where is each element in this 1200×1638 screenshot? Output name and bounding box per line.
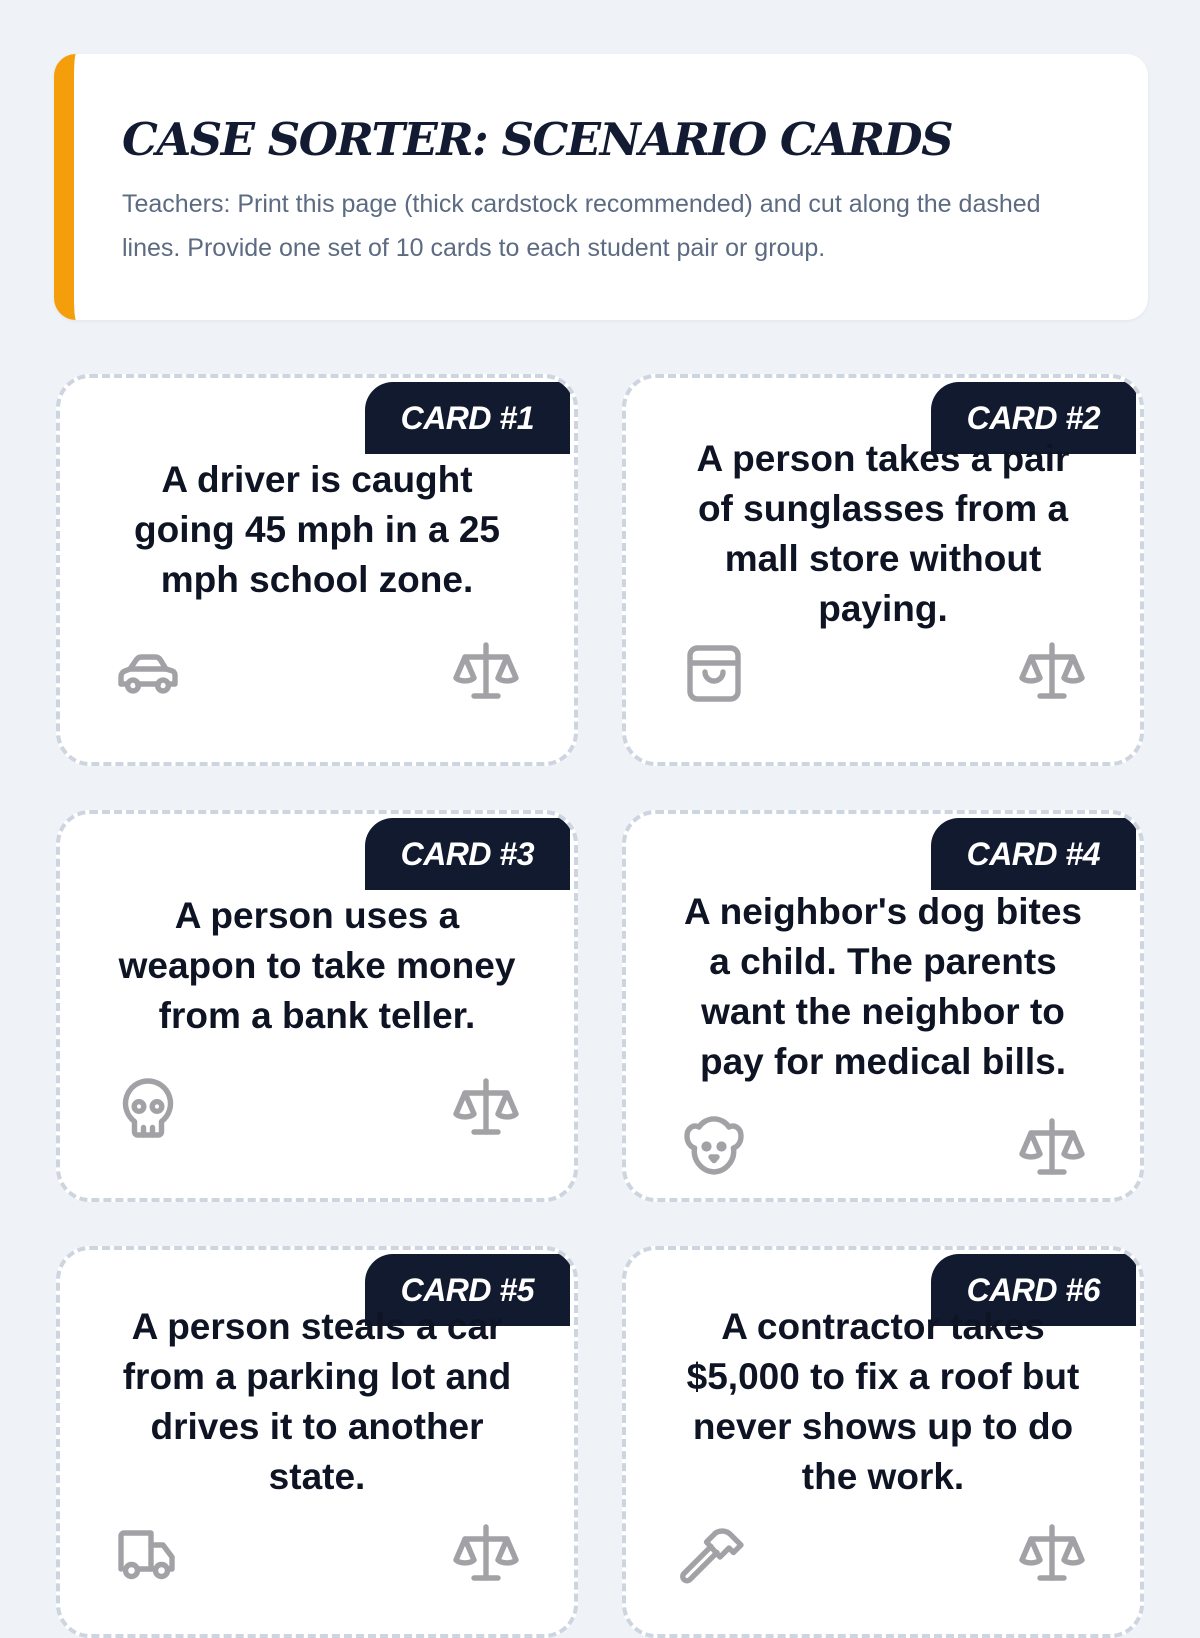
- card-number-badge: CARD #4: [931, 818, 1136, 890]
- hammer-icon: [678, 1518, 750, 1590]
- card-number-badge: CARD #6: [931, 1254, 1136, 1326]
- card-number-badge: CARD #3: [365, 818, 570, 890]
- scenario-text: A person uses a weapon to take money from a bank teller.: [118, 895, 516, 1036]
- scale-icon: [450, 1518, 522, 1590]
- scenario-card-4: [622, 810, 1144, 1202]
- scenario-text: A neighbor's dog bites a child. The parents want the neighbor to pay for medical bills.: [684, 891, 1082, 1082]
- scenario-text: A driver is caught going 45 mph in a 25 mph school zone.: [134, 459, 500, 600]
- scenario-text: A contractor takes $5,000 to fix a roof but never shows up to do the work.: [686, 1306, 1080, 1497]
- shopping-bag-icon: [678, 636, 750, 708]
- teacher-instructions: Teachers: Print this page (thick cardstock recommended) and cut along the dashed lines. Provide one set of 10 cards to each student pair or group.: [122, 190, 1041, 262]
- scale-icon: [1016, 1518, 1088, 1590]
- scenario-card-5: [56, 1246, 578, 1638]
- scenario-card-6: [622, 1246, 1144, 1638]
- scenario-text: A person steals a car from a parking lot and drives it to another state.: [122, 1306, 512, 1497]
- dog-icon: [678, 1112, 750, 1184]
- skull-icon: [112, 1072, 184, 1144]
- car-icon: [112, 636, 184, 708]
- card-number-badge: CARD #2: [931, 382, 1136, 454]
- scenario-text: A person takes a pair of sunglasses from a mall store without paying.: [696, 438, 1070, 629]
- scale-icon: [1016, 1112, 1088, 1184]
- card-number-badge: CARD #1: [365, 382, 570, 454]
- scenario-card-3: [56, 810, 578, 1202]
- scale-icon: [450, 636, 522, 708]
- truck-icon: [112, 1518, 184, 1590]
- page-title: CASE SORTER: SCENARIO CARDS: [122, 113, 953, 166]
- card-number-badge: CARD #5: [365, 1254, 570, 1326]
- scenario-card-2: [622, 374, 1144, 766]
- scale-icon: [1016, 636, 1088, 708]
- scale-icon: [450, 1072, 522, 1144]
- scenario-card-1: [56, 374, 578, 766]
- instructions-panel: [54, 54, 1148, 320]
